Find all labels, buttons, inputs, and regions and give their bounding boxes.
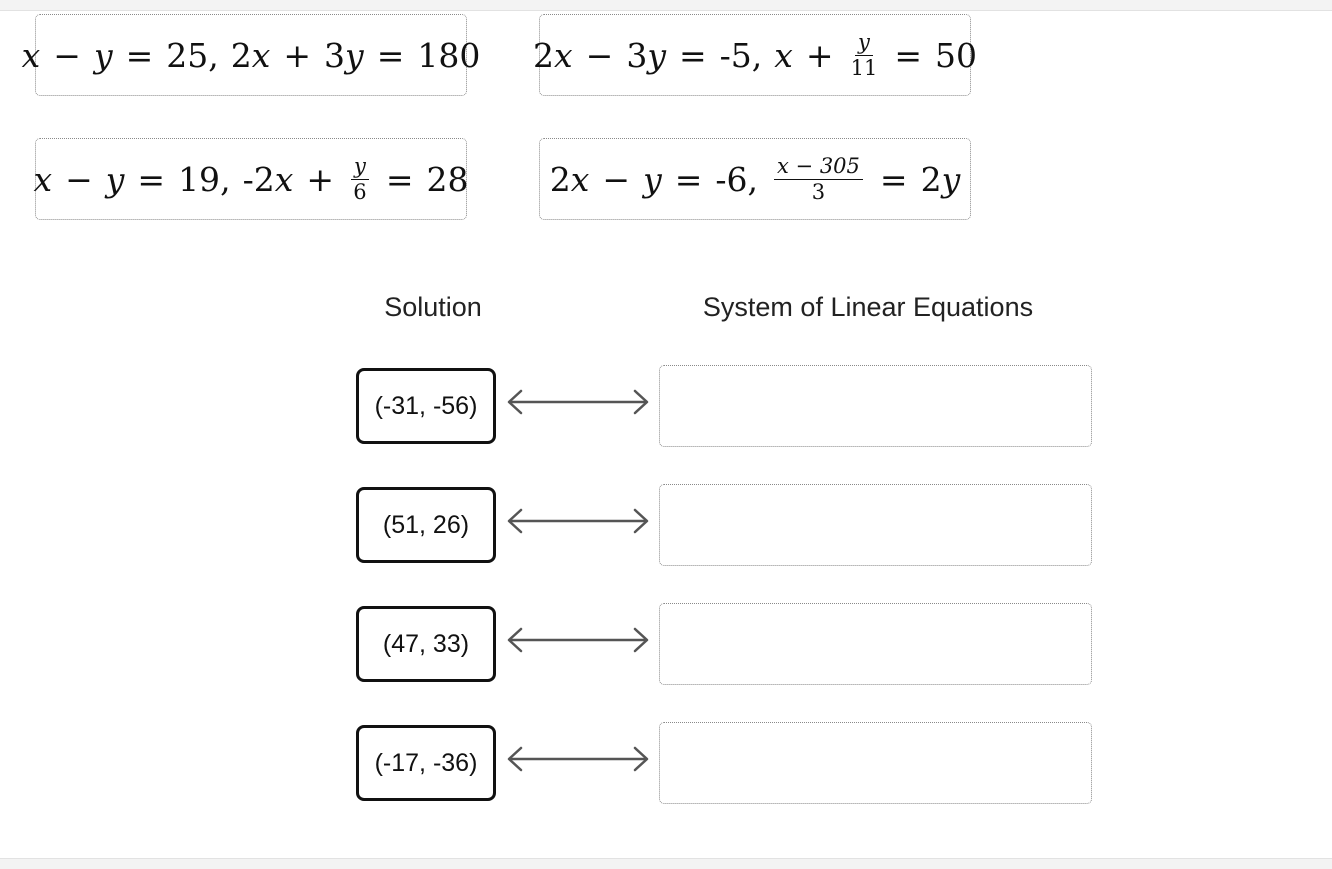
- solution-box-3: (47, 33): [356, 606, 496, 682]
- equation-card-2-math: 2 x − 3 y = -5 , x + $\frac{y}{11}$ = 50: [533, 30, 977, 80]
- system-header: System of Linear Equations: [702, 292, 1034, 322]
- drop-zone-2[interactable]: [659, 484, 1092, 566]
- equation-card-4[interactable]: [539, 138, 971, 220]
- equation-card-2[interactable]: [533, 14, 977, 96]
- double-arrow-icon: [505, 625, 651, 655]
- fraction: $\frac{y}{6}$: [351, 155, 369, 202]
- drop-zone-1[interactable]: [659, 365, 1092, 447]
- double-arrow-icon: [505, 506, 651, 536]
- solution-header: Solution: [384, 292, 482, 322]
- double-arrow-icon: [505, 744, 651, 774]
- solution-box-2: (51, 26): [356, 487, 496, 563]
- drop-zone-4[interactable]: [659, 722, 1092, 804]
- equation-card-1-math: x − y = 25 , 2 x + 3 y = 180: [21, 35, 481, 75]
- bottom-bar: [0, 858, 1332, 869]
- fraction: $\frac{y}{11}$: [850, 30, 878, 80]
- solution-box-4: (-17, -36): [356, 725, 496, 801]
- top-bar: [0, 0, 1332, 11]
- equation-card-3[interactable]: [35, 138, 467, 220]
- double-arrow-icon: [505, 387, 651, 417]
- equation-card-3-math: x − y = 19 , -2 x + $\frac{y}{6}$ = 28: [33, 154, 469, 204]
- equation-card-4-math: 2 x − y = -6 , $\frac{x - 305}{3}$ = 2 y: [549, 154, 961, 204]
- drop-zone-3[interactable]: [659, 603, 1092, 685]
- solution-box-1: (-31, -56): [356, 368, 496, 444]
- fraction: $\frac{x - 305}{3}$: [774, 155, 863, 202]
- equation-card-1[interactable]: [21, 14, 481, 96]
